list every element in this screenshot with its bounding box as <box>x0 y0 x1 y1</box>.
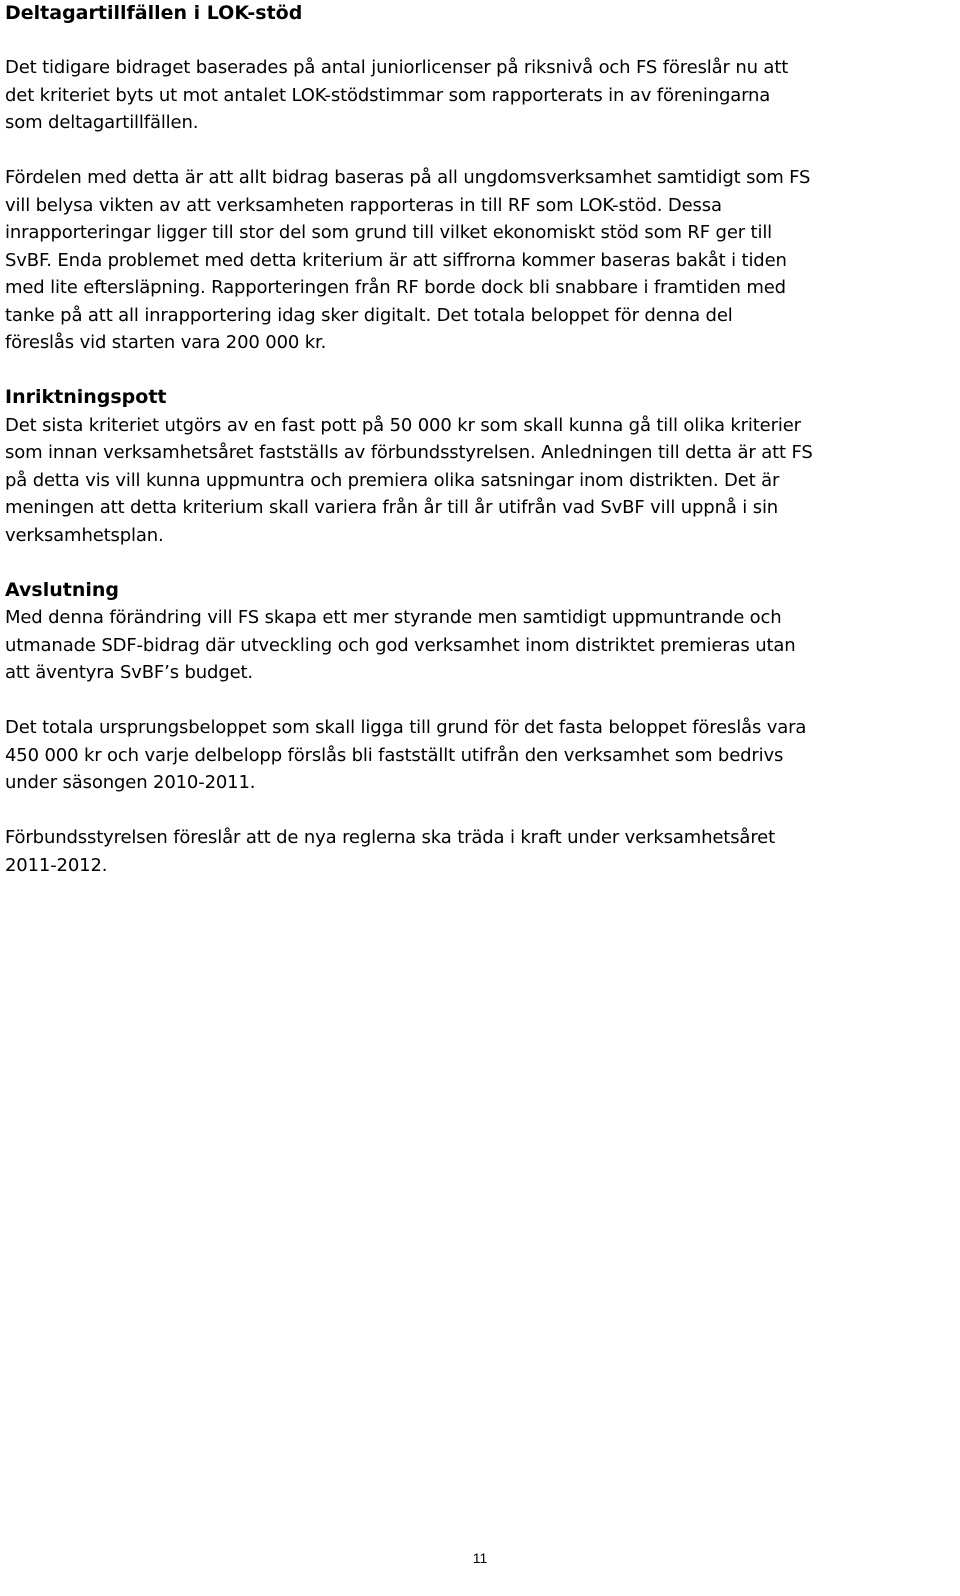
spacer <box>5 357 945 385</box>
text-line: meningen att detta kriterium skall variera från år till år utifrån vad SvBF vill uppnå i sin <box>5 497 779 518</box>
page-number: 11 <box>472 1550 488 1566</box>
paragraph-total-amount <box>5 714 945 797</box>
section-heading-inriktningspott: Inriktningspott <box>5 386 167 408</box>
spacer <box>5 26 945 54</box>
text-line: det kriteriet byts ut mot antalet LOK-stödstimmar som rapporterats in av föreningarna <box>5 84 771 106</box>
text-line: Det tidigare bidraget baserades på antal juniorlicenser på riksnivå och FS föreslår nu att <box>5 57 789 78</box>
text-line: utmanade SDF-bidrag där utveckling och god verksamhet inom distriktet premieras utan <box>5 634 796 656</box>
paragraph-lok-intro <box>5 54 945 137</box>
text-line: Fördelen med detta är att allt bidrag baseras på all ungdomsverksamhet samtidigt som FS <box>5 167 811 188</box>
text-line: Det sista kriteriet utgörs av en fast pott på 50 000 kr som skall kunna gå till olika kriterier <box>5 414 801 436</box>
paragraph-lok-benefits <box>5 164 945 357</box>
paragraph-inriktningspott <box>5 412 945 550</box>
text-line: vill belysa vikten av att verksamheten rapporteras in till RF som LOK-stöd. Dessa <box>5 194 722 216</box>
text-line: med lite eftersläpning. Rapporteringen från RF borde dock bli snabbare i framtiden med <box>5 277 786 298</box>
text-line: på detta vis vill kunna uppmuntra och premiera olika satsningar inom distrikten. Det är <box>5 469 780 491</box>
paragraph-proposal <box>5 824 945 879</box>
document-title: Deltagartillfällen i LOK-stöd <box>5 2 303 24</box>
text-line: föreslås vid starten vara 200 000 kr. <box>5 332 327 353</box>
text-line: 450 000 kr och varje delbelopp förslås bli fastställt utifrån den verksamhet som bedrivs <box>5 744 784 766</box>
spacer <box>5 137 945 165</box>
text-line: SvBF. Enda problemet med detta kriterium är att siffrorna kommer baseras bakåt i tiden <box>5 249 787 271</box>
spacer <box>5 687 945 715</box>
document-page <box>5 0 945 879</box>
text-line: Förbundsstyrelsen föreslår att de nya reglerna ska träda i kraft under verksamhetsåret <box>5 827 776 848</box>
paragraph-avslutning <box>5 604 945 687</box>
section-heading-avslutning: Avslutning <box>5 578 120 601</box>
spacer <box>5 549 945 577</box>
text-line: tanke på att all inrapportering idag sker digitalt. Det totala beloppet för denna del <box>5 304 733 326</box>
text-line: Det totala ursprungsbeloppet som skall ligga till grund för det fasta beloppet föreslås vara <box>5 717 807 738</box>
text-line: som deltagartillfällen. <box>5 112 199 133</box>
spacer <box>5 797 945 825</box>
text-line: Med denna förändring vill FS skapa ett mer styrande men samtidigt uppmuntrande och <box>5 607 782 628</box>
text-line: under säsongen 2010-2011. <box>5 772 256 793</box>
text-line: 2011-2012. <box>5 854 108 876</box>
text-line: verksamhetsplan. <box>5 524 164 546</box>
text-line: inrapporteringar ligger till stor del som grund till vilket ekonomiskt stöd som RF ger till <box>5 222 773 243</box>
text-line: att äventyra SvBF’s budget. <box>5 662 253 683</box>
text-line: som innan verksamhetsåret fastställs av förbundsstyrelsen. Anledningen till detta är att FS <box>5 442 813 463</box>
